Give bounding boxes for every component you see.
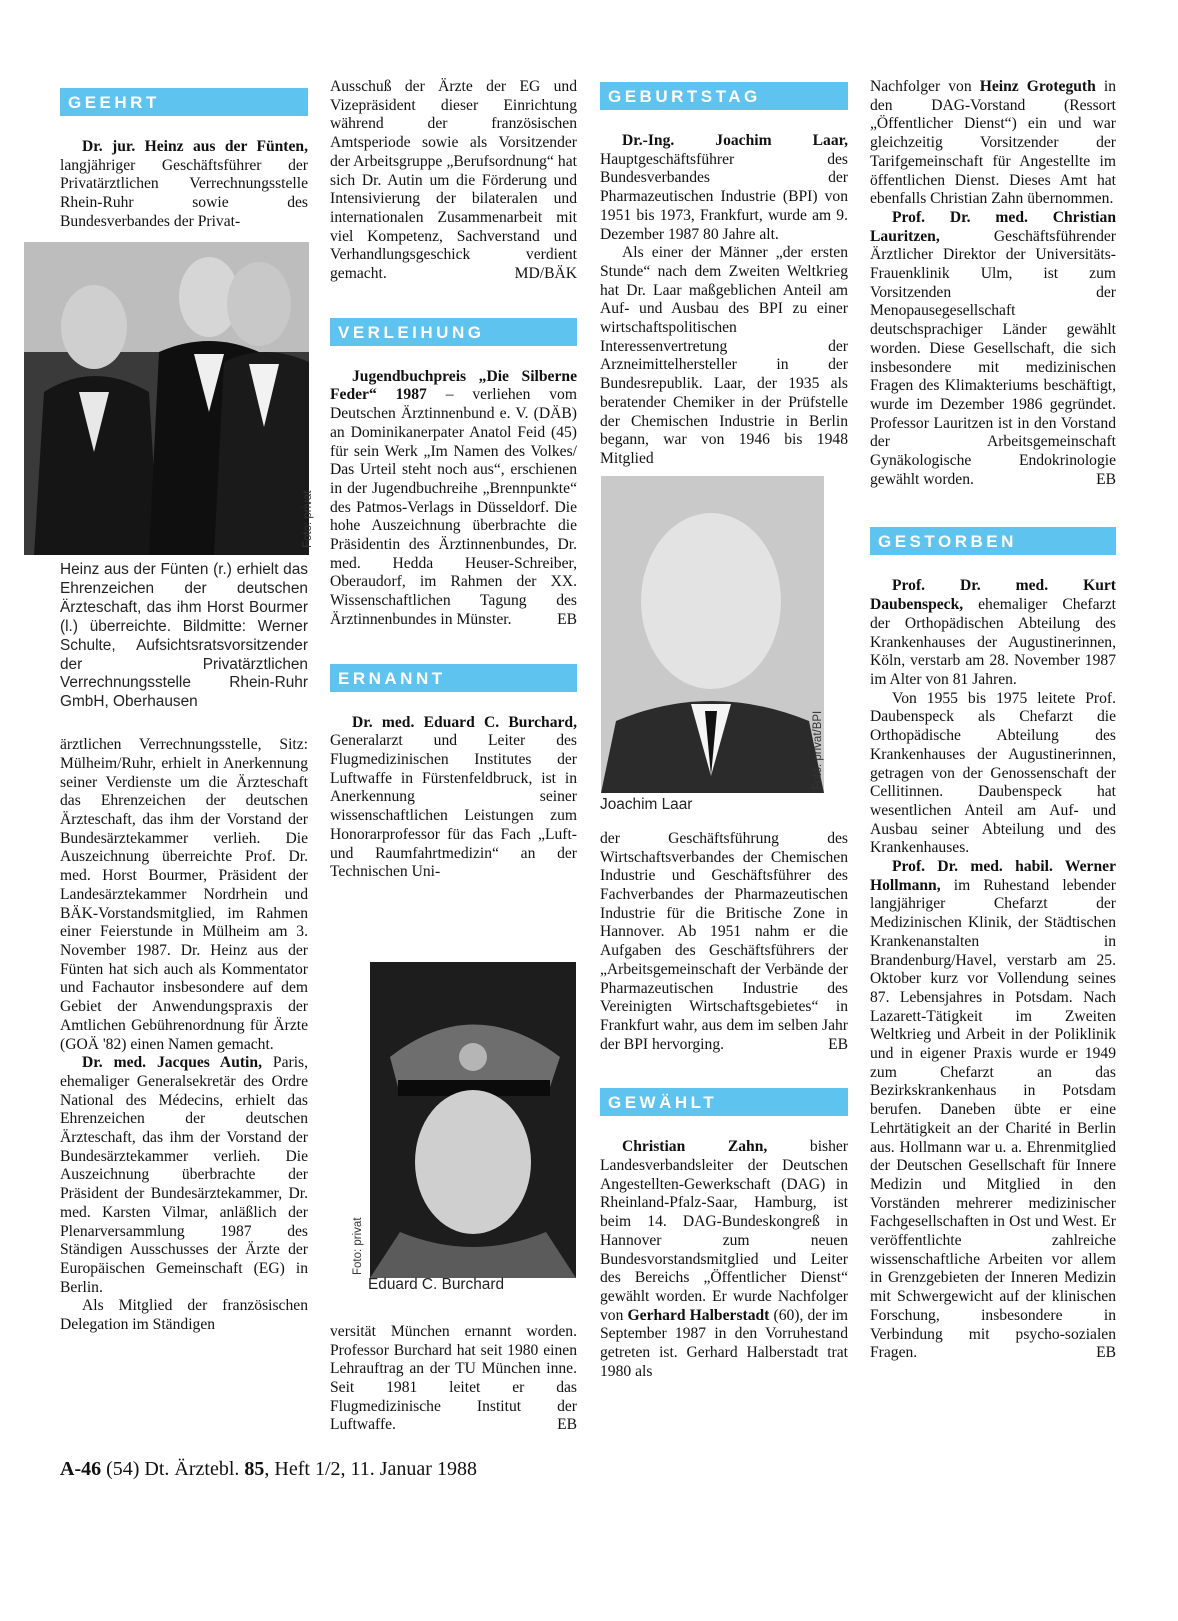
page-number: A-46 xyxy=(60,1458,102,1480)
footer-text: (54) Dt. Ärztebl. xyxy=(101,1458,245,1480)
paragraph-text: Hauptgeschäftsführer des Bundesverbandes der Pharmazeutischen Industrie (BPI) von 1951 bis 1973, Frankfurt, wurde am 9. Dezember 1987 80 Jahre alt. xyxy=(600,150,848,243)
column-1 xyxy=(60,78,308,232)
signature: MD/BÄK xyxy=(514,265,577,283)
person-name: Dr. med. Eduard C. Burchard, xyxy=(352,713,577,731)
paragraph xyxy=(600,1138,848,1381)
photo-caption: Eduard C. Burchard xyxy=(368,1276,505,1293)
photo-credit: Foto: privat xyxy=(352,1217,364,1275)
section-label: VERLEIHUNG xyxy=(338,322,485,342)
photo-caption: Joachim Laar xyxy=(600,796,693,813)
paragraph-text: Nachfolger von xyxy=(870,78,980,95)
person-name: Heinz Groteguth xyxy=(979,78,1096,95)
paragraph xyxy=(60,138,308,232)
section-label: GESTORBEN xyxy=(878,532,1017,552)
person-name: Christian Zahn, xyxy=(622,1138,768,1156)
paragraph xyxy=(870,577,1116,689)
paragraph-text: Paris, ehemaliger Generalsekretär des Ordre National des Médecins, erhielt das Ehrenzeichen der deutschen Ärzteschaft, das ihm der Vorstand der Bundesärztekammer verlieh. Die Auszeichnung überbrachte der Präsident der Bundesärztekammer, Dr. med. Karsten Vilmar, anläßlich der Plenarversammlung 1987 des Ständigen Ausschusses der Ärzte der Europäischen Gemeinschaft (EG) in Berlin. xyxy=(60,1054,308,1296)
section-label: GEWÄHLT xyxy=(608,1093,718,1113)
officer-portrait xyxy=(370,962,576,1278)
section-label: GEEHRT xyxy=(68,93,160,112)
column-1-lower xyxy=(60,561,308,1335)
paragraph-text: der Geschäftsführung des Wirtschaftsverbandes der Chemischen Industrie und Geschäftsführer des Fachverbandes der Pharmazeutischen Industrie für die Britische Zone in Hannover. Ab 1951 nahm er die Aufgaben des Geschäftsführers der „Arbeitsgemeinschaft der Verbände der Pharmazeutischen Industrie des Vereinigten Wirtschaftsgebietes“ in Frankfurt wahr, aus dem im selben Jahr der BPI hervorging. xyxy=(600,829,848,1053)
photo-aus-der-fuenten xyxy=(24,242,309,555)
photo-laar xyxy=(601,476,824,793)
section-label: ERNANNT xyxy=(338,668,446,688)
paragraph xyxy=(60,1054,308,1297)
paragraph-text: – verliehen vom Deutschen Ärztinnenbund e. V. (DÄB) an Dominikanerpater Anatol Feid (45) für sein Werk „Im Namen des Volkes/ Das Urteil steht noch aus“, erschienen in der Jugendbuchreihe „Brennpunkte“ des Patmos-Verlags in Düsseldorf. Die hohe Auszeichnung überbrachte die Präsidentin des Ärztinnenbundes, Dr. med. Hedda Heuser-Schreiber, Oberaudorf, im Rahmen der XX. Wissenschaftlichen Tagung des Ärztinnenbundes in Münster. xyxy=(330,386,577,628)
paragraph-text: Ausschuß der Ärzte der EG und Vizepräsident dieser Einrichtung während der französischen Amtsperiode sowie als Vorsitzender der Arbeitsgruppe „Berufsordnung“ hat sich Dr. Autin um die Förderung und Intensivierung der bilateralen und internationalen Zusammenarbeit mit viel Kompetenz, Sachverstand und Verhandlungsgeschick verdient gemacht. xyxy=(330,78,577,283)
paragraph xyxy=(600,132,848,244)
section-header-gewaehlt xyxy=(600,1088,848,1116)
paragraph-text: ehemaliger Chefarzt der Orthopädischen Abteilung des Krankenhauses der Augustinerinnen, Köln, verstarb am 28. November 1987 im Alter von 81 Jahren. xyxy=(870,596,1116,688)
person-name: Dr.-Ing. Joachim Laar, xyxy=(622,132,848,149)
paragraph-text: Generalarzt und Leiter des Flugmedizinischen Institutes der Luftwaffe in Fürstenfeldbruck, ist in Anerkennung seiner wissenschaftlichen Leistungen zum Honorarprofessor für das Fach „Luft- und Raumfahrtmedizin“ an der Technischen Uni- xyxy=(330,732,577,881)
column-2 xyxy=(330,78,577,882)
section-label: GEBURTSTAG xyxy=(608,87,761,106)
person-name: Prof. Dr. med. Kurt Daubenspeck, xyxy=(870,577,1116,614)
volume-number: 85 xyxy=(244,1458,265,1480)
paragraph xyxy=(600,830,848,1054)
paragraph xyxy=(330,1323,577,1435)
person-name: Gerhard Halberstadt xyxy=(627,1306,770,1324)
award-name: Jugendbuchpreis „Die Silberne Feder“ 1987 xyxy=(330,367,577,404)
portrait-joachim-laar xyxy=(601,476,824,793)
section-header-verleihung xyxy=(330,318,577,346)
person-name: Prof. Dr. med. Christian Lauritzen, xyxy=(870,208,1116,245)
photo-credit: Foto: privat/BPI xyxy=(812,710,824,790)
paragraph xyxy=(870,78,1116,209)
paragraph-text: bisher Landesverbandsleiter der Deutschen Angestellten-Gewerkschaft (DAG) in Rheinland-Pfalz-Saar, Hamburg, ist beim 14. DAG-Bundeskongreß in Hannover zum neuen Bundesvorstandsmitglied und Leiter des Bereichs „Öffentlicher Dienst“ gewählt worden. Er wurde Nachfolger von xyxy=(600,1138,848,1324)
photo-caption: Heinz aus der Fünten (r.) erhielt das Ehrenzeichen der deutschen Ärzteschaft, das ihm Horst Bourmer (l.) überreichte. Bildmitte: Werner Schulte, Aufsichtsratsvorsitzender der Privatärztlichen Verrechnungsstelle Rhein-Ruhr GmbH, Oberhausen xyxy=(60,561,308,711)
paragraph: ärztlichen Verrechnungsstelle, Sitz: Mülheim/Ruhr, erhielt in Anerkennung seiner Verdienste um die Ärzteschaft das Ehrenzeichen der deutschen Ärzteschaft, das ihm der Vorstand der Bundesärztekammer verlieh. Die Auszeichnung überreichte Prof. Dr. med. Horst Bourmer, Präsident der Landesärztekammer Nordrhein und BÄK-Vorstandsmitglied, im Rahmen einer Feierstunde in Mülheim am 3. November 1987. Dr. Heinz aus der Fünten hat sich auch als Kommentator und Fachautor insbesondere auf dem Gebiet der Anwendungspraxis der Amtlichen Gebührenordnung für Ärzte (GOÄ '82) einen Namen gemacht. xyxy=(60,736,308,1053)
person-name: Dr. med. Jacques Autin, xyxy=(82,1054,262,1072)
paragraph-text: (60), der im September 1987 in den Vorruhestand getreten ist. Gerhard Halberstadt trat 1980 als xyxy=(600,1306,848,1380)
signature: EB xyxy=(1096,1344,1116,1362)
photo-credit: Foto: privat xyxy=(302,490,314,548)
column-2-lower xyxy=(330,1276,577,1435)
column-3 xyxy=(600,78,848,469)
photo-burchard xyxy=(370,962,576,1278)
section-header-ernannt xyxy=(330,664,577,692)
paragraph: Als Mitglied der französischen Delegation im Ständigen xyxy=(60,1297,308,1334)
paragraph xyxy=(330,368,577,630)
section-header-geehrt xyxy=(60,88,308,116)
column-3-lower xyxy=(600,796,848,1381)
paragraph-text: Geschäftsführender Ärztlicher Direktor der Universitäts-Frauenklinik Ulm, ist zum Vorsitzenden der Menopausegesellschaft deutschsprachiger Länder gewählt worden. Diese Gesellschaft, die sich insbesondere mit medizinischen Fragen des Klimakteriums beschäftigt, wurde im Dezember 1986 gegründet. Professor Lauritzen ist in den Vorstand der Arbeitsgemeinschaft Gynäkologische Endokrinologie gewählt worden. xyxy=(870,227,1116,488)
section-header-gestorben xyxy=(870,527,1116,555)
column-4 xyxy=(870,78,1116,1363)
paragraph: Als einer der Männer „der ersten Stunde“ nach dem Zweiten Weltkrieg hat Dr. Laar maßgeblichen Anteil am Auf- und Ausbau des BPI zu einer wirtschaftspolitischen Interessenvertretung der Arzneimittelhersteller in der Bundesrepublik. Laar, der 1935 als beratender Chemiker in der Prüfstelle der Chemischen Industrie in Berlin begann, war von 1946 bis 1948 Mitglied xyxy=(600,244,848,467)
paragraph xyxy=(870,209,1116,490)
page-footer xyxy=(60,1458,477,1481)
section-header-geburtstag xyxy=(600,82,848,110)
paragraph-text: versität München ernannt worden. Professor Burchard hat seit 1980 einen Lehrauftrag an der TU München inne. Seit 1981 leitet er das Flugmedizinische Institut der Luftwaffe. xyxy=(330,1322,577,1434)
three-men-photo xyxy=(24,242,309,555)
paragraph xyxy=(330,714,577,882)
signature: EB xyxy=(557,610,577,628)
paragraph: Von 1955 bis 1975 leitete Prof. Daubenspeck als Chefarzt die Orthopädische Abteilung des Krankenhauses der Augustinerinnen, getragen von der Genossenschaft der Cellitinnen. Daubenspeck hat wesentlichen Anteil am Auf- und Ausbau seiner Abteilung und des Krankenhauses. xyxy=(870,689,1116,857)
paragraph xyxy=(870,858,1116,1363)
signature: EB xyxy=(1096,470,1116,488)
person-name: Prof. Dr. med. habil. Werner Hollmann, xyxy=(870,858,1116,894)
paragraph xyxy=(330,78,577,284)
paragraph-text: langjähriger Geschäftsführer der Privatärztlichen Verrechnungsstelle Rhein-Ruhr sowie des Bundesverbandes der Privat- xyxy=(60,156,308,230)
signature: EB xyxy=(557,1416,577,1434)
signature: EB xyxy=(828,1035,848,1053)
paragraph-text: in den DAG-Vorstand (Ressort „Öffentlicher Dienst“) ein und war gleichzeitig Vorsitzender der Tarifgemeinschaft für Angestellte im öffentlichen Dienst. Dieses Amt hat ebenfalls Christian Zahn übernommen. xyxy=(870,78,1116,208)
footer-text: , Heft 1/2, 11. Januar 1988 xyxy=(264,1458,477,1480)
paragraph-text: im Ruhestand lebender langjähriger Chefarzt der Medizinischen Klinik, der Städtischen Krankenanstalten in Brandenburg/Havel, verstarb am 25. Oktober kurz vor Vollendung seines 87. Lebensjahres in Potsdam. Nach Lazarett-Tätigkeit im Zweiten Weltkrieg und Arbeit in der Poliklinik und in eigener Praxis wurde er 1949 zum Chefarzt an das Bezirkskrankenhaus in Potsdam berufen. Daneben übte er eine Lehrtätigkeit an der Charité in Berlin aus. Hollmann war u. a. Ehrenmitglied der Deutschen Gesellschaft für Innere Medizin und Mitglied in den Vorständen mehrerer medizinischer Fachgesellschaften in Ost und West. Er veröffentlichte zahlreiche wissenschaftliche Arbeiten vor allem in Grenzgebieten der Inneren Medizin mit Schwergewicht auf der klinischen Forschung, insbesondere in Verbindung mit psycho-sozialen Fragen. xyxy=(870,876,1116,1362)
person-name: Dr. jur. Heinz aus der Fünten, xyxy=(82,138,308,155)
